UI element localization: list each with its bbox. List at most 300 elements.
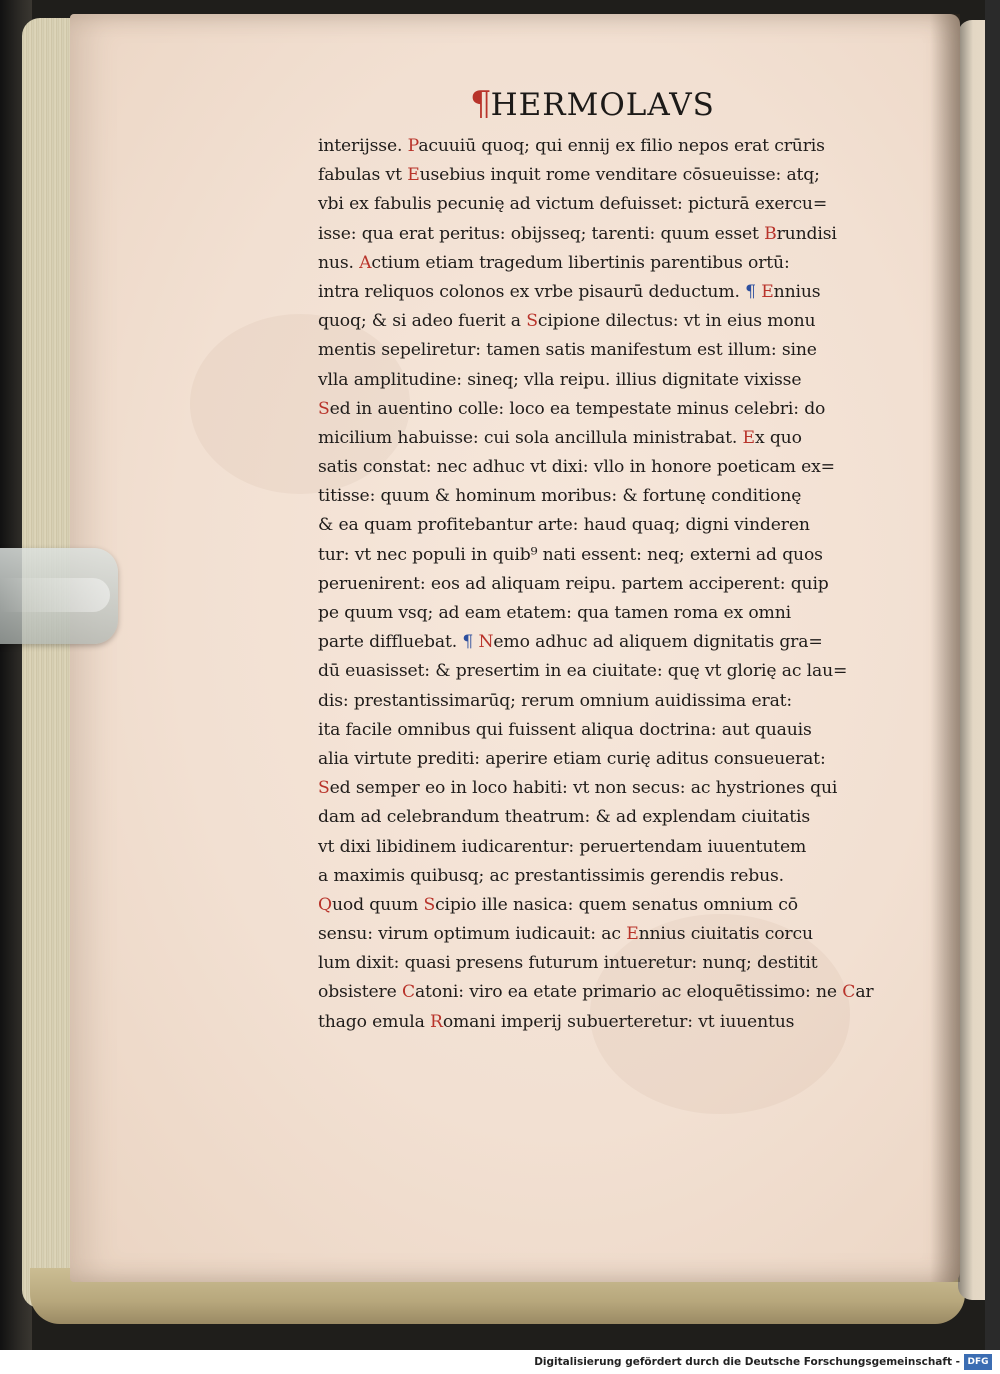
text-line [318,541,888,570]
word: defuisset: [599,194,683,215]
word: intueretur: [603,953,698,974]
word: & [371,311,387,332]
word: vt [354,544,372,565]
word: libidinem [376,836,457,857]
word: & [434,486,450,507]
word: satis [545,340,586,361]
word: quę [667,661,700,682]
word: satis [318,457,358,478]
word: venditare [595,165,678,186]
word: do [804,398,826,419]
word: glorię [726,661,777,682]
word: profitebantur [417,515,533,536]
word: nepos [677,136,729,156]
word: qui [475,719,503,740]
word: & [435,661,451,682]
word: Scipio [423,894,477,915]
word: ac [661,982,682,1003]
word: Ennius [761,281,821,302]
word: quam [363,515,412,536]
word: populi [412,544,466,565]
word: Ennius [626,924,686,945]
word: Sed [318,778,351,799]
word: facile [345,719,393,740]
word: quibusq; [410,865,485,886]
rubricated-initial: E [407,165,420,186]
word: prestantissimarūq; [353,690,516,711]
word: qui [810,778,838,799]
word: ad [615,807,637,828]
word: arte: [537,515,579,536]
word: sine [781,340,817,361]
word: & [318,515,334,536]
word: a [318,865,329,886]
word: celebrandum [386,807,500,828]
rubricated-initial: B [764,223,777,244]
word: ea [507,982,528,1003]
word: auidissima [654,690,747,711]
word: doctrina: [639,719,717,740]
word: eam [464,603,501,623]
text-line [318,190,888,219]
word: subuerteretur: [567,1011,693,1032]
word: virum [378,924,429,945]
rubricated-initial: N [478,632,494,653]
word: externi [689,544,751,565]
word: non [594,778,627,799]
word: qua [361,223,394,244]
text-line [318,628,888,657]
word: obijsseq; [510,223,587,244]
word: aperire [485,748,548,769]
word: ac [781,661,802,682]
text-line [318,249,888,278]
rubricated-initial: S [526,311,538,332]
word: alia [318,748,349,769]
word: vsq; [398,603,434,623]
word: ea [549,398,570,419]
word: filio [640,136,673,156]
word: eloquētissimo: [686,982,811,1003]
word: tarenti: [591,223,656,244]
word: eo [424,778,446,799]
word: titisse: [318,486,376,507]
word: Catoni: [401,982,464,1003]
word: erat [398,223,434,244]
text-line [318,978,888,1007]
word: micilium [318,427,393,448]
rubricated-initial: E [761,281,774,302]
word: illius [615,369,657,390]
word: omnium [579,690,650,711]
word: haud [583,515,627,536]
word: honore [651,457,712,478]
text-line [318,424,888,453]
word: etiam [553,748,602,769]
word: ita [318,719,341,740]
word: vinderen [734,515,810,536]
word: viro [469,982,503,1003]
word: presens [455,953,524,974]
word: virtute [354,748,412,769]
word: gra= [779,632,823,653]
word: Brundisi [764,223,837,244]
word: isse: [318,223,357,244]
word: amplitudine: [353,369,462,390]
word: colonos [439,281,505,302]
word: inquit [490,165,541,186]
word: digni [685,515,729,536]
word: ad [360,807,382,828]
word: ac [489,865,510,886]
word: sola [514,427,550,448]
rubricated-initial: S [318,398,330,419]
word: libertinis [568,252,645,273]
word: ad [755,544,777,565]
word: Quod [318,894,364,915]
rubricated-initial: C [401,982,415,1003]
word: sepeliretur: [381,340,481,361]
word: colle: [457,398,504,419]
page-gutter-shadow [930,14,960,1282]
word: fabulis [374,194,432,215]
word: dignitate [661,369,739,390]
word: senatus [631,894,698,915]
word: ille [481,894,508,915]
word: habiti: [512,778,568,799]
word: quos [782,544,823,565]
word: semper [355,778,420,799]
word: aliquam [491,573,561,594]
word: habuisse: [397,427,479,448]
word: primario [582,982,657,1003]
word: tragedum [479,252,563,273]
pilcrow-mark: ¶ [462,632,474,653]
word: euasisset: [345,661,430,682]
word: omnibus [397,719,471,740]
word: parte [318,632,364,653]
word: quum [380,486,430,507]
text-line [318,220,888,249]
word: minus [676,398,729,419]
word: reipu. [559,369,611,390]
word: erat: [751,690,793,711]
word: quum [660,223,710,244]
word: ad [592,632,614,653]
text-line [318,687,888,716]
word: ea [338,515,359,536]
word: & [622,486,638,507]
footer-bar [0,1350,1000,1374]
word: qui [535,136,563,156]
word: dis: [318,690,349,711]
word: adhuc [472,457,525,478]
word: dixi [339,836,371,857]
text-line [318,395,888,424]
word: peruenirent: [318,573,426,594]
word: a [510,311,521,332]
word: obsistere [318,982,397,1003]
word: maximis [333,865,405,886]
running-header-text: HERMOLAVS [490,87,715,123]
word: picturā [687,194,750,215]
word: quib⁹ [492,544,538,565]
word: rebus. [730,865,784,886]
word: ex [615,136,635,156]
word: curię [606,748,651,769]
word: ciuitate: [592,661,663,682]
rubricated-initial: Q [318,894,332,915]
word: rerum [521,690,575,711]
word: vrbe [534,281,574,302]
word: tempestate [575,398,672,419]
word: in [629,457,646,478]
word: vixisse [744,369,802,390]
word: sineq; [467,369,519,390]
glass-clamp-highlight [0,578,110,612]
word: thago [318,1011,367,1032]
word: quo [769,427,802,448]
word: optimum [433,924,510,945]
word: conditionę [711,486,802,507]
word: monu [767,311,816,332]
word: quauis [754,719,812,740]
word: nec [376,544,407,565]
word: pisaurū [578,281,644,302]
word: nec [436,457,468,478]
word: ciuitatis [690,924,760,945]
word: futurum [528,953,599,974]
dfg-logo: DFG [964,1354,992,1370]
word: pecunię [436,194,505,215]
word: ex [723,603,744,623]
text-line [318,278,888,307]
word: diffluebat. [369,632,458,653]
word: explendam [642,807,737,828]
word: pe [318,603,339,623]
word: esset [714,223,759,244]
word: vt [698,1011,715,1032]
text-line [318,307,888,336]
word: dam [318,807,356,828]
word: Car [842,982,874,1003]
rubricated-initial: A [359,252,372,273]
text-line [318,862,888,891]
word: Sed [318,398,351,419]
word: adeo [411,311,453,332]
word: reliquos [364,281,434,302]
rubricated-initial: E [742,427,755,448]
word: loco [509,398,545,419]
word: ad [509,194,531,215]
word: quasi [404,953,451,974]
word: vbi [318,194,344,215]
word: ad [465,573,487,594]
word: illum: [727,340,777,361]
word: est [697,340,723,361]
word: vt [704,661,722,682]
rubricated-initial: C [842,982,856,1003]
word: ea [566,661,587,682]
word: in [470,544,488,565]
text-line [318,833,888,862]
word: omnium [703,894,773,915]
word: fuerit [458,311,506,332]
word: quaq; [631,515,681,536]
rubricated-initial: S [423,894,436,915]
word: quum [369,894,419,915]
word: fuissent [508,719,576,740]
text-line [318,803,888,832]
text-line [318,1008,888,1037]
word: iuuentus [719,1011,795,1032]
word: in [705,311,722,332]
word: nunq; [702,953,752,974]
word: omni [748,603,791,623]
text-line [318,161,888,190]
text-line [318,716,888,745]
word: Romani [430,1011,496,1032]
word: vt [683,311,701,332]
word: neq; [647,544,685,565]
text-line [318,949,888,978]
word: cui [483,427,510,448]
word: dixi: [551,457,589,478]
text-line [318,366,888,395]
word: etiam [425,252,474,273]
rubricated-initial: R [430,1011,443,1032]
word: Nemo [478,632,530,653]
word: vlla [318,369,349,390]
word: vt [530,457,547,478]
word: constat: [362,457,432,478]
word: gerendis [650,865,725,886]
text-line [318,599,888,628]
word: aliquem [618,632,688,653]
word: vt [318,836,335,857]
word: tur: [318,544,350,565]
word: quoq; [481,136,530,156]
word: interijsse. [318,136,403,156]
word: aliqua [581,719,634,740]
word: nasica: [513,894,574,915]
word: lau= [806,661,848,682]
word: etatem: [506,603,572,623]
word: rome [545,165,591,186]
word: presertim [455,661,540,682]
word: ad [438,603,460,623]
word: vllo [593,457,625,478]
word: Pacuuiū [407,136,476,156]
word: Actium [359,252,421,273]
rubricated-initial: P [407,136,419,156]
word: dixit: [355,953,400,974]
word: nati [542,544,576,565]
word: aditus [655,748,709,769]
word: aut [721,719,750,740]
word: in [545,661,562,682]
word: & [595,807,611,828]
word: prediti: [416,748,480,769]
word: roma [673,603,719,623]
word: iudicarentur: [461,836,575,857]
funding-credit: Digitalisierung gefördert durch die Deutsche Forschungsgemeinschaft - [534,1356,960,1368]
word: destitit [757,953,818,974]
word: acciperent: [688,573,786,594]
word: lum [318,953,351,974]
word: fortunę [642,486,706,507]
word: quip [790,573,829,594]
word: exercu= [754,194,828,215]
text-line [318,453,888,482]
word: quem [578,894,627,915]
text-line [318,774,888,803]
word: iudicauit: [515,924,596,945]
word: auentino [377,398,453,419]
text-line [318,920,888,949]
word: eius [727,311,762,332]
word: intra [318,281,360,302]
pilcrow-mark: ¶ [745,281,756,302]
word: ancillula [554,427,628,448]
word: reipu. [565,573,617,594]
word: fabulas [318,165,381,186]
word: vlla [524,369,555,390]
word: quum [344,603,394,623]
word: ex= [801,457,835,478]
text-line [318,570,888,599]
word: vt [385,165,402,186]
word: vt [572,778,590,799]
word: ortū: [748,252,790,273]
word: erat [733,136,769,156]
word: celebri: [734,398,799,419]
scan-border-right [985,0,1000,1350]
word: ex [349,194,369,215]
word: ac [690,778,711,799]
word: dignitatis [693,632,774,653]
word: cōsueuisse: [682,165,782,186]
word: prestantissimis [514,865,645,886]
word: eos [430,573,460,594]
word: ciuitatis [741,807,811,828]
word: theatrum: [504,807,591,828]
word: secus: [631,778,686,799]
word: adhuc [535,632,588,653]
word: tamen [486,340,541,361]
rubricated-initial: S [318,778,330,799]
word: ennij [567,136,610,156]
word: hystriones [715,778,805,799]
word: dilectus: [605,311,679,332]
word: atq; [786,165,820,186]
word: hominum [455,486,536,507]
text-line [318,132,888,161]
word: sensu: [318,924,373,945]
word: peruertendam [579,836,703,857]
word: imperij [500,1011,562,1032]
word: partem [621,573,684,594]
word: quoq; [318,311,367,332]
word: in [355,398,373,419]
word: manifestum [590,340,692,361]
word: nus. [318,252,354,273]
text-line [318,657,888,686]
word: moribus: [541,486,617,507]
word: dū [318,661,340,682]
word: Scipione [526,311,601,332]
word: in [450,778,467,799]
